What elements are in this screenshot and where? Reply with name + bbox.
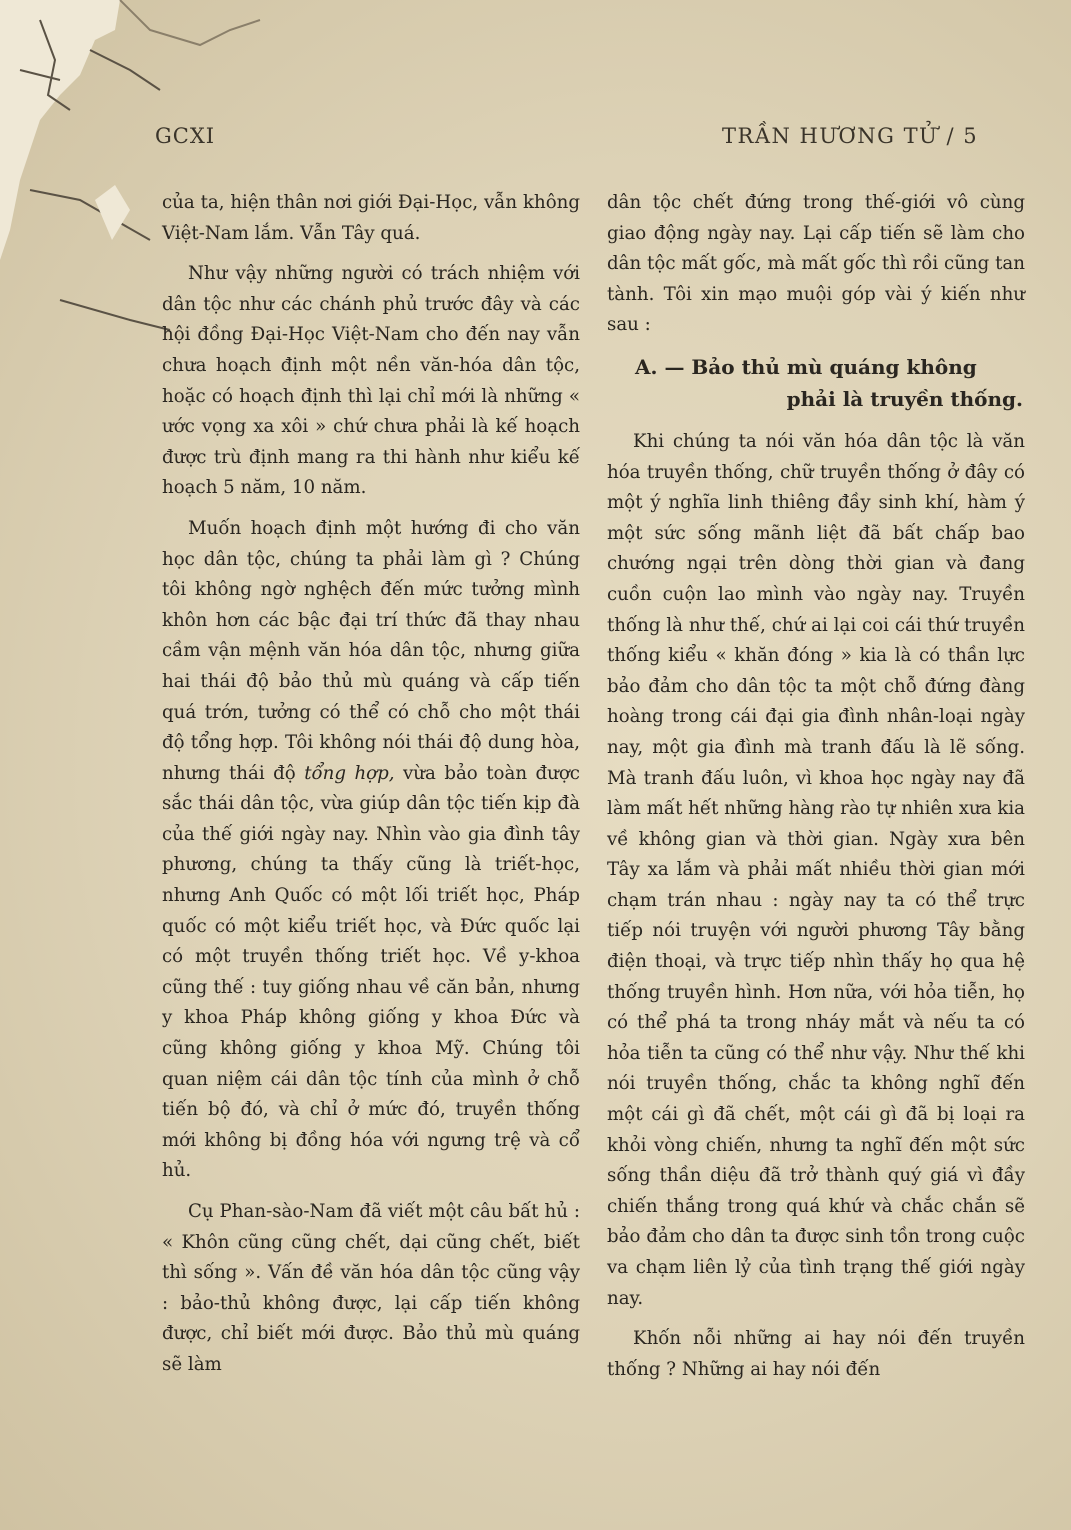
right-paragraph-2: Khi chúng ta nói văn hóa dân tộc là văn hóa truyền thống, chữ truyền thống ở đây có một ý nghĩa linh thiêng đầy sinh khí, hàm ý một sức sống mãnh liệt đã bất chấp bao chướng ngại trên dòng thời gian và đang cuồn cuộn lao mình vào ngày nay. Truyền thống là như thế, chứ ai lại coi cái thứ truyền thống kiểu « khăn đóng » kia là có thần lực bảo đảm cho dân tộc ta một chỗ đứng đàng hoàng trong cái đại gia đình nhân-loại ngày nay, một gia đình mà tranh đấu là lẽ sống. Mà tranh đấu luôn, vì khoa học ngày nay đã làm mất hết những hàng rào tự nhiên xưa kia về không gian và thời gian. Ngày xưa bên Tây xa lắm và phải mất nhiều thời gian mới chạm trán nhau : ngày nay ta có thể trực tiếp nói truyện với người phương Tây bằng điện thoại, và trực tiếp nhìn thấy họ qua hệ thống truyền hình. Hơn nữa, với hỏa tiễn, họ có thể phá ta trong nháy mắt và nếu ta có hỏa tiễn ta cũng có thể như vậy. Như thế khi nói truyền thống, chắc ta không nghĩ đến một cái gì đã chết, một cái gì đã bị loại ra khỏi vòng chiến, nhưng ta nghĩ đến một sức sống thần diệu đã trở thành quý giá vì đầy chiến thắng trong quá khứ và chắc chắn sẽ bảo đảm cho dân ta được sinh tồn trong cuộc va chạm liên lỷ của tình trạng thế giới ngày nay.	[607, 430, 1025, 1309]
left-column	[162, 188, 580, 1391]
right-paragraph-3: Khốn nỗi những ai hay nói đến truyền thống ? Những ai hay nói đến	[607, 1328, 1025, 1380]
left-paragraph-2: Như vậy những người có trách nhiệm với dân tộc như các chánh phủ trước đây và các hội đồng Đại-Học Việt-Nam cho đến nay vẫn chưa hoạch định một nền văn-hóa dân tộc, hoặc có hoạch định thì lại chỉ mới là những « ước vọng xa xôi » chứ chưa phải là kế hoạch được trù định mang ra thi hành như kiểu kế hoạch 5 năm, 10 năm.	[162, 263, 580, 499]
section-heading-line-1: A. — Bảo thủ mù quáng không	[635, 354, 977, 379]
left-paragraph-3-part-a: Muốn hoạch định một hướng đi cho văn học dân tộc, chúng ta phải làm gì ? Chúng tôi không ngờ nghệch đến mức tưởng mình khôn hơn các bậc đại trí thức đã thay nhau cầm vận mệnh văn hóa dân tộc, nhưng giữa hai thái độ bảo thủ mù quáng và cấp tiến quá trớn, tưởng có thể có chỗ cho một thái độ tổng hợp. Tôi không nói thái độ dung hòa, nhưng thái độ	[162, 517, 580, 784]
running-head-right: TRẦN HƯƠNG TỬ / 5	[722, 124, 979, 148]
right-column	[607, 188, 1025, 1395]
section-heading-a	[607, 351, 1025, 415]
running-head-left: GCXI	[155, 124, 216, 148]
left-paragraph-3-emphasis: tổng hợp,	[304, 762, 395, 784]
left-paragraph-3-part-b: vừa bảo toàn được sắc thái dân tộc, vừa giúp dân tộc tiến kịp đà của thế giới ngày nay. Nhìn vào gia đình tây phương, chúng ta thấy cũng là triết-học, nhưng Anh Quốc có một lối triết học, Pháp quốc có một kiểu triết học, và Đức quốc lại có một truyền thống triết học. Về y-khoa cũng thế : tuy giống nhau về căn bản, nhưng y khoa Pháp không giống y khoa Đức và cũng không giống y khoa Mỹ. Chúng tôi quan niệm cái dân tộc tính của mình ở chỗ tiến bộ đó, và chỉ ở mức đó, truyền thống mới không bị đồng hóa với ngưng trệ và cổ hủ.	[162, 762, 580, 1182]
left-paragraph-3	[162, 514, 580, 1187]
section-heading-line-2: phải là truyền thống.	[786, 386, 1023, 411]
left-paragraph-1: của ta, hiện thân nơi giới Đại-Học, vẫn không Việt-Nam lắm. Vẫn Tây quá.	[162, 192, 580, 244]
right-paragraph-1: dân tộc chết đứng trong thế-giới vô cùng giao động ngày nay. Lại cấp tiến sẽ làm cho dân tộc mất gốc, mà mất gốc thì rồi cũng tan tành. Tôi xin mạo muội góp vài ý kiến như sau :	[607, 192, 1025, 336]
left-paragraph-4: Cụ Phan-sào-Nam đã viết một câu bất hủ : « Khôn cũng cũng chết, dại cũng chết, biết thì sống ». Vấn đề văn hóa dân tộc cũng vậy : bảo-thủ không được, lại cấp tiến không được, chỉ biết mới được. Bảo thủ mù quáng sẽ làm	[162, 1201, 580, 1375]
